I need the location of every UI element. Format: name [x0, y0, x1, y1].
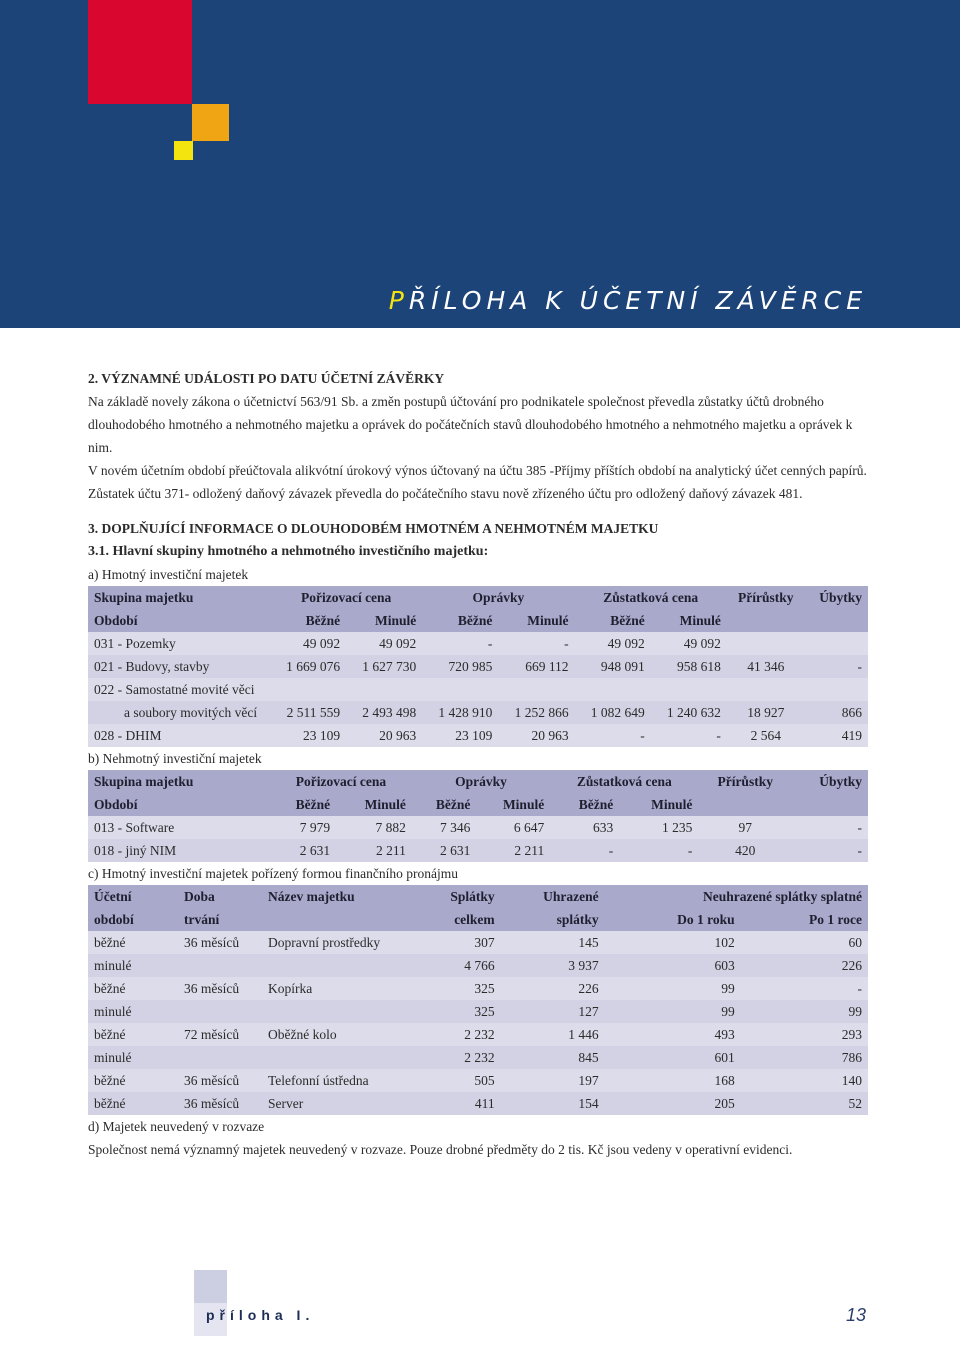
table-cell: 307 [414, 931, 501, 954]
col-obdobi: Období [88, 793, 270, 816]
col-nazev: Název majetku [262, 885, 414, 908]
table-cell: 2 232 [414, 1046, 501, 1069]
col-opravky: Oprávky [422, 586, 574, 609]
table-cell: 7 346 [412, 816, 476, 839]
table-cell: 720 985 [422, 655, 498, 678]
table-cell: 7 979 [270, 816, 336, 839]
table-cell: 013 - Software [88, 816, 270, 839]
table-cell: 601 [605, 1046, 741, 1069]
table-row [88, 1092, 868, 1115]
table-cell: 028 - DHIM [88, 724, 270, 747]
col-opravky: Oprávky [412, 770, 550, 793]
table-cell: 97 [698, 816, 792, 839]
table-cell [498, 678, 574, 701]
table-cell: 18 927 [727, 701, 805, 724]
table-row [88, 816, 868, 839]
table-c-label: c) Hmotný investiční majetek pořízený formou finančního pronájmu [88, 866, 459, 881]
page-number: 13 [846, 1305, 867, 1325]
yellow-square-decoration [174, 141, 193, 160]
table-cell: 948 091 [575, 655, 651, 678]
table-header-row [88, 586, 868, 609]
table-cell [178, 1046, 262, 1069]
col-ubytky: Úbytky [805, 586, 868, 609]
section-3-heading: 3. DOPLŇUJÍCÍ INFORMACE O DLOUHODOBÉM HMOTNÉM A NEHMOTNÉM MAJETKU [88, 521, 659, 536]
col-neuhrazene: Neuhrazené splátky splatné [605, 885, 868, 908]
table-cell: 60 [741, 931, 868, 954]
table-cell: 2 631 [412, 839, 476, 862]
table-row [88, 839, 868, 862]
table-cell: 41 346 [727, 655, 805, 678]
table-cell: 154 [501, 1092, 605, 1115]
table-cell [262, 954, 414, 977]
table-cell: 293 [741, 1023, 868, 1046]
header-title-initial: P [388, 286, 409, 315]
table-cell: 7 882 [336, 816, 412, 839]
col-doba: Doba [178, 885, 262, 908]
table-cell: Dopravní prostředky [262, 931, 414, 954]
table-cell: - [651, 724, 727, 747]
table-cell [270, 678, 346, 701]
col-prirustky: Přírůstky [727, 586, 805, 609]
table-cell: 6 647 [476, 816, 550, 839]
table-cell: 99 [741, 1000, 868, 1023]
header-band [0, 0, 960, 328]
table-cell [727, 678, 805, 701]
table-cell: - [805, 655, 868, 678]
table-cell: 36 měsíců [178, 977, 262, 1000]
table-cell: 866 [805, 701, 868, 724]
col-prirustky: Přírůstky [698, 770, 792, 793]
table-cell: 022 - Samostatné movité věci [88, 678, 270, 701]
col-minule: Minulé [346, 609, 422, 632]
table-cell: - [498, 632, 574, 655]
table-cell: Telefonní ústředna [262, 1069, 414, 1092]
table-cell [422, 678, 498, 701]
table-cell [178, 954, 262, 977]
table-cell: Kopírka [262, 977, 414, 1000]
table-cell [575, 678, 651, 701]
table-cell: běžné [88, 931, 178, 954]
table-b-label: b) Nehmotný investiční majetek [88, 751, 262, 766]
col-minule: Minulé [619, 793, 698, 816]
col-porizovaci: Pořizovací cena [270, 770, 412, 793]
table-cell: 2 211 [476, 839, 550, 862]
col-minule: Minulé [498, 609, 574, 632]
table-cell: - [741, 977, 868, 1000]
table-cell [178, 1000, 262, 1023]
table-header-row [88, 770, 868, 793]
table-row [88, 724, 868, 747]
table-cell: 031 - Pozemky [88, 632, 270, 655]
table-cell: 411 [414, 1092, 501, 1115]
col-porizovaci: Pořizovací cena [270, 586, 422, 609]
table-header-row [88, 885, 868, 908]
table-cell: 1 082 649 [575, 701, 651, 724]
table-cell: Oběžné kolo [262, 1023, 414, 1046]
col-celkem: celkem [414, 908, 501, 931]
table-cell: minulé [88, 954, 178, 977]
table-cell: 145 [501, 931, 605, 954]
table-cell: 197 [501, 1069, 605, 1092]
table-cell: - [575, 724, 651, 747]
table-row [88, 977, 868, 1000]
table-cell: 1 669 076 [270, 655, 346, 678]
col-zustatkova: Zůstatková cena [575, 586, 727, 609]
table-cell: 2 493 498 [346, 701, 422, 724]
table-cell: 20 963 [498, 724, 574, 747]
table-cell: minulé [88, 1046, 178, 1069]
col-skupina: Skupina majetku [88, 770, 270, 793]
table-cell: 226 [741, 954, 868, 977]
table-cell [262, 1000, 414, 1023]
table-a-label: a) Hmotný investiční majetek [88, 567, 249, 582]
table-cell: - [792, 839, 868, 862]
table-cell: 669 112 [498, 655, 574, 678]
table-cell: 633 [550, 816, 619, 839]
table-cell [651, 678, 727, 701]
table-cell: 603 [605, 954, 741, 977]
col-bezne: Běžné [270, 793, 336, 816]
table-cell: 2 511 559 [270, 701, 346, 724]
table-header-row [88, 908, 868, 931]
orange-square-decoration [192, 104, 229, 141]
table-cell: 786 [741, 1046, 868, 1069]
col-bezne: Běžné [422, 609, 498, 632]
col-bezne: Běžné [550, 793, 619, 816]
table-row [88, 954, 868, 977]
table-cell [805, 678, 868, 701]
table-cell [346, 678, 422, 701]
table-cell: 49 092 [651, 632, 727, 655]
table-cell: 325 [414, 977, 501, 1000]
table-cell: 1 240 632 [651, 701, 727, 724]
table-cell: 127 [501, 1000, 605, 1023]
table-cell: 3 937 [501, 954, 605, 977]
table-row [88, 931, 868, 954]
table-cell: 168 [605, 1069, 741, 1092]
table-cell: 226 [501, 977, 605, 1000]
table-row [88, 678, 868, 701]
col-uhrazene: Uhrazené [501, 885, 605, 908]
table-cell: 1 428 910 [422, 701, 498, 724]
table-cell: 52 [741, 1092, 868, 1115]
table-row [88, 1046, 868, 1069]
table-cell: 2 564 [727, 724, 805, 747]
table-header-row [88, 793, 868, 816]
table-cell: 420 [698, 839, 792, 862]
table-cell [727, 632, 805, 655]
table-cell: 1 235 [619, 816, 698, 839]
section-3-1-heading: 3.1. Hlavní skupiny hmotného a nehmotného investičního majetku: [88, 544, 489, 559]
table-tangible-assets [88, 586, 868, 747]
table-cell: běžné [88, 1069, 178, 1092]
table-cell: 018 - jiný NIM [88, 839, 270, 862]
section-d-text: Společnost nemá významný majetek neuvedený v rozvaze. Pouze drobné předměty do 2 tis. Kč jsou vedeny v operativní evidenci. [88, 1142, 793, 1157]
table-cell: 1 252 866 [498, 701, 574, 724]
table-cell: 99 [605, 1000, 741, 1023]
table-header-row [88, 609, 868, 632]
col-bezne: Běžné [412, 793, 476, 816]
table-cell [805, 632, 868, 655]
table-cell: - [619, 839, 698, 862]
table-cell: a soubory movitých věcí [88, 701, 270, 724]
table-cell: 36 měsíců [178, 1069, 262, 1092]
table-cell: 4 766 [414, 954, 501, 977]
col-minule: Minulé [651, 609, 727, 632]
table-cell: - [550, 839, 619, 862]
table-cell: 205 [605, 1092, 741, 1115]
table-cell: 36 měsíců [178, 931, 262, 954]
table-cell: 2 211 [336, 839, 412, 862]
header-title [389, 286, 867, 315]
table-cell: Server [262, 1092, 414, 1115]
table-cell: 1 627 730 [346, 655, 422, 678]
table-cell: 845 [501, 1046, 605, 1069]
table-cell: 20 963 [346, 724, 422, 747]
section-2-paragraph-2: V novém účetním období přeúčtovala alikvótní úrokový výnos účtovaný na účtu 385 -Příjmy příštích období na analytický účet cenných papírů. Zůstatek účtu 371- odložený daňový závazek převedla do počátečního stavu nově zřízeného účtu pro odložený daňový závazek 481. [88, 463, 867, 501]
table-row [88, 701, 868, 724]
document-body [88, 367, 872, 1161]
col-splatky: Splátky [414, 885, 501, 908]
table-cell: - [792, 816, 868, 839]
header-title-rest: ŘÍLOHA K ÚČETNÍ ZÁVĚRCE [408, 286, 867, 315]
table-cell [262, 1046, 414, 1069]
col-skupina: Skupina majetku [88, 586, 270, 609]
table-cell: 23 109 [422, 724, 498, 747]
col-minule: Minulé [476, 793, 550, 816]
col-do-1-roku: Do 1 roku [605, 908, 741, 931]
table-cell: 505 [414, 1069, 501, 1092]
table-cell: 2 631 [270, 839, 336, 862]
col-obdobi: Období [88, 609, 270, 632]
table-intangible-assets [88, 770, 868, 862]
table-leased-assets [88, 885, 868, 1115]
col-ubytky: Úbytky [792, 770, 868, 793]
col-ucetni: Účetní [88, 885, 178, 908]
col-minule: Minulé [336, 793, 412, 816]
col-bezne: Běžné [270, 609, 346, 632]
table-cell: 99 [605, 977, 741, 1000]
col-po-1-roce: Po 1 roce [741, 908, 868, 931]
table-cell: minulé [88, 1000, 178, 1023]
table-cell: 23 109 [270, 724, 346, 747]
table-cell: 49 092 [346, 632, 422, 655]
col-bezne: Běžné [575, 609, 651, 632]
table-cell: 419 [805, 724, 868, 747]
red-square-decoration [88, 0, 192, 104]
table-cell: 2 232 [414, 1023, 501, 1046]
table-cell: 958 618 [651, 655, 727, 678]
table-cell: běžné [88, 977, 178, 1000]
col-trvani: trvání [178, 908, 262, 931]
footer-square-decoration [194, 1270, 227, 1303]
table-cell: 021 - Budovy, stavby [88, 655, 270, 678]
col-obdobi: období [88, 908, 178, 931]
table-cell: 1 446 [501, 1023, 605, 1046]
section-d-label: d) Majetek neuvedený v rozvaze [88, 1119, 265, 1134]
table-cell: - [422, 632, 498, 655]
table-cell: 102 [605, 931, 741, 954]
table-cell: běžné [88, 1023, 178, 1046]
table-row [88, 632, 868, 655]
table-row [88, 1023, 868, 1046]
table-row [88, 1069, 868, 1092]
table-cell: 36 měsíců [178, 1092, 262, 1115]
footer-label: příloha I. [206, 1307, 315, 1323]
section-2-heading: 2. VÝZNAMNÉ UDÁLOSTI PO DATU ÚČETNÍ ZÁVĚRKY [88, 371, 445, 386]
table-cell: 325 [414, 1000, 501, 1023]
table-cell: 140 [741, 1069, 868, 1092]
table-cell: běžné [88, 1092, 178, 1115]
section-2-paragraph-1: Na základě novely zákona o účetnictví 563/91 Sb. a změn postupů účtování pro podnikatele společnost převedla zůstatky účtů drobného dlouhodobého hmotného a nehmotného majetku a oprávek do počátečních stavů dlouhodobého hmotného a nehmotného majetku a oprávek k nim. [88, 394, 853, 455]
table-cell: 493 [605, 1023, 741, 1046]
table-cell: 49 092 [575, 632, 651, 655]
col-splatky-2: splátky [501, 908, 605, 931]
table-row [88, 655, 868, 678]
col-zustatkova: Zůstatková cena [550, 770, 698, 793]
table-cell: 72 měsíců [178, 1023, 262, 1046]
table-cell: 49 092 [270, 632, 346, 655]
table-row [88, 1000, 868, 1023]
